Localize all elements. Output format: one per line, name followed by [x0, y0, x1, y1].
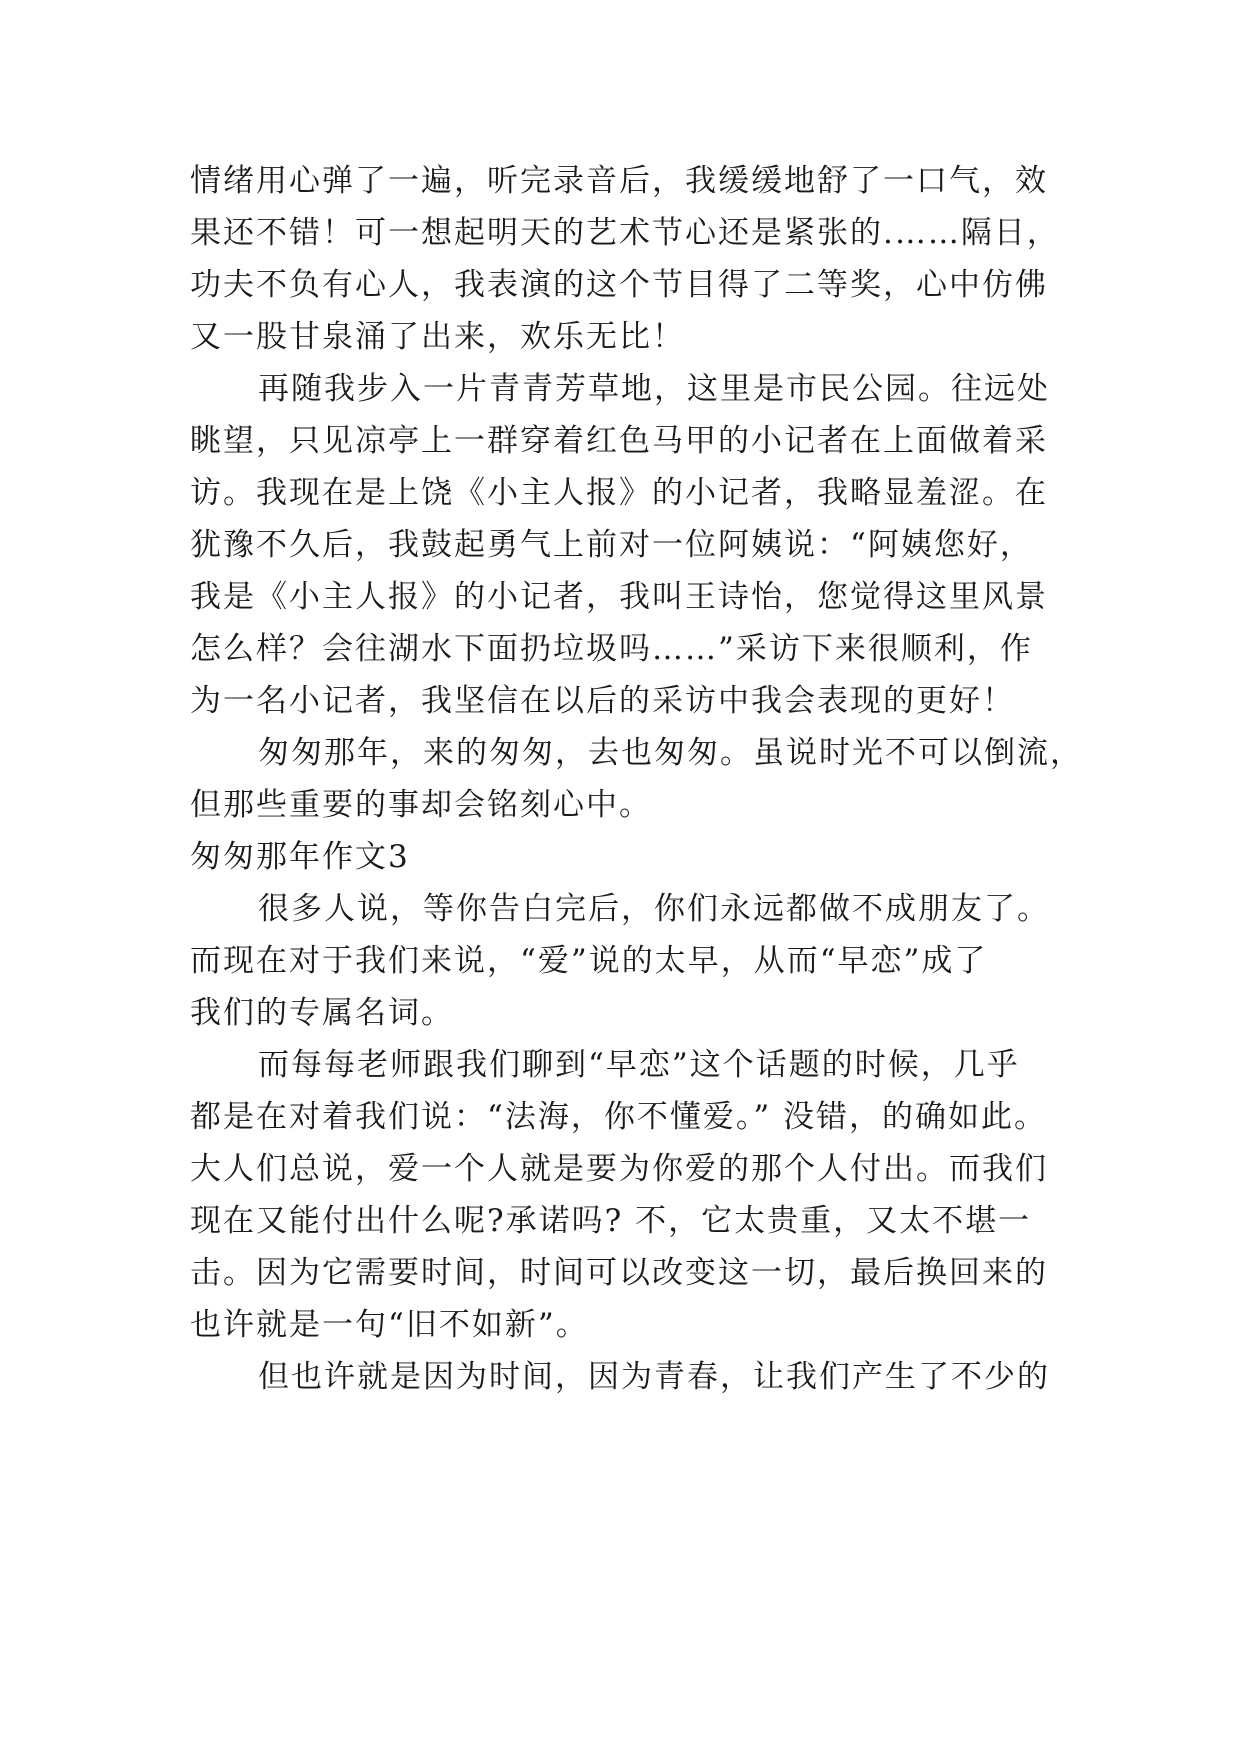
text-line: 又一股甘泉涌了出来，欢乐无比！ — [190, 319, 685, 355]
text-line: 功夫不负有心人，我表演的这个节目得了二等奖，心中仿佛 — [190, 267, 1048, 303]
text-line: 再随我步入一片青青芳草地，这里是市民公园。往远处 — [258, 371, 1050, 407]
text-line: 也许就是一句“旧不如新”。 — [190, 1307, 589, 1343]
text-line: 而每每老师跟我们聊到“早恋”这个话题的时候，几乎 — [258, 1047, 1020, 1083]
text-line: 我是《小主人报》的小记者，我叫王诗怡，您觉得这里风景 — [190, 579, 1048, 615]
text-line: 现在又能付出什么呢?承诺吗? 不，它太贵重，又太不堪一 — [190, 1203, 1032, 1239]
text-line: 击。因为它需要时间，时间可以改变这一切，最后换回来的 — [190, 1255, 1048, 1291]
document-body — [190, 155, 1083, 1403]
text-line: 为一名小记者，我坚信在以后的采访中我会表现的更好！ — [190, 683, 1015, 719]
text-line: 都是在对着我们说：“法海，你不懂爱。” 没错，的确如此。 — [190, 1099, 1048, 1135]
text-line: 我们的专属名词。 — [190, 995, 454, 1031]
text-line: 很多人说，等你告白完后，你们永远都做不成朋友了。 — [258, 891, 1050, 927]
text-line: 访。我现在是上饶《小主人报》的小记者，我略显羞涩。在 — [190, 475, 1048, 511]
paragraph — [190, 1039, 1070, 1351]
text-line: 大人们总说，爱一个人就是要为你爱的那个人付出。而我们 — [190, 1151, 1048, 1187]
paragraph — [190, 883, 1070, 1039]
text-line: 但也许就是因为时间，因为青春，让我们产生了不少的 — [258, 1359, 1050, 1395]
paragraph — [190, 363, 1070, 727]
paragraph — [190, 727, 1083, 831]
section-heading: 匆匆那年作文3 — [190, 839, 410, 875]
text-line: 眺望，只见凉亭上一群穿着红色马甲的小记者在上面做着采 — [190, 423, 1048, 459]
text-line: 果还不错！可一想起明天的艺术节心还是紧张的.……隔日， — [190, 215, 1060, 251]
text-line: 怎么样？会往湖水下面扔垃圾吗……”采访下来很顺利，作 — [190, 631, 1033, 667]
text-line: 但那些重要的事却会铭刻心中。 — [190, 787, 652, 823]
text-line: 犹豫不久后，我鼓起勇气上前对一位阿姨说：“阿姨您好， — [190, 527, 1033, 563]
text-line: 匆匆那年，来的匆匆，去也匆匆。虽说时光不可以倒流， — [258, 735, 1083, 771]
text-line: 情绪用心弹了一遍，听完录音后，我缓缓地舒了一口气，效 — [190, 163, 1048, 199]
text-line: 而现在对于我们来说，“爱”说的太早，从而“早恋”成了 — [190, 943, 988, 979]
paragraph — [190, 1351, 1070, 1403]
paragraph — [190, 155, 1070, 363]
